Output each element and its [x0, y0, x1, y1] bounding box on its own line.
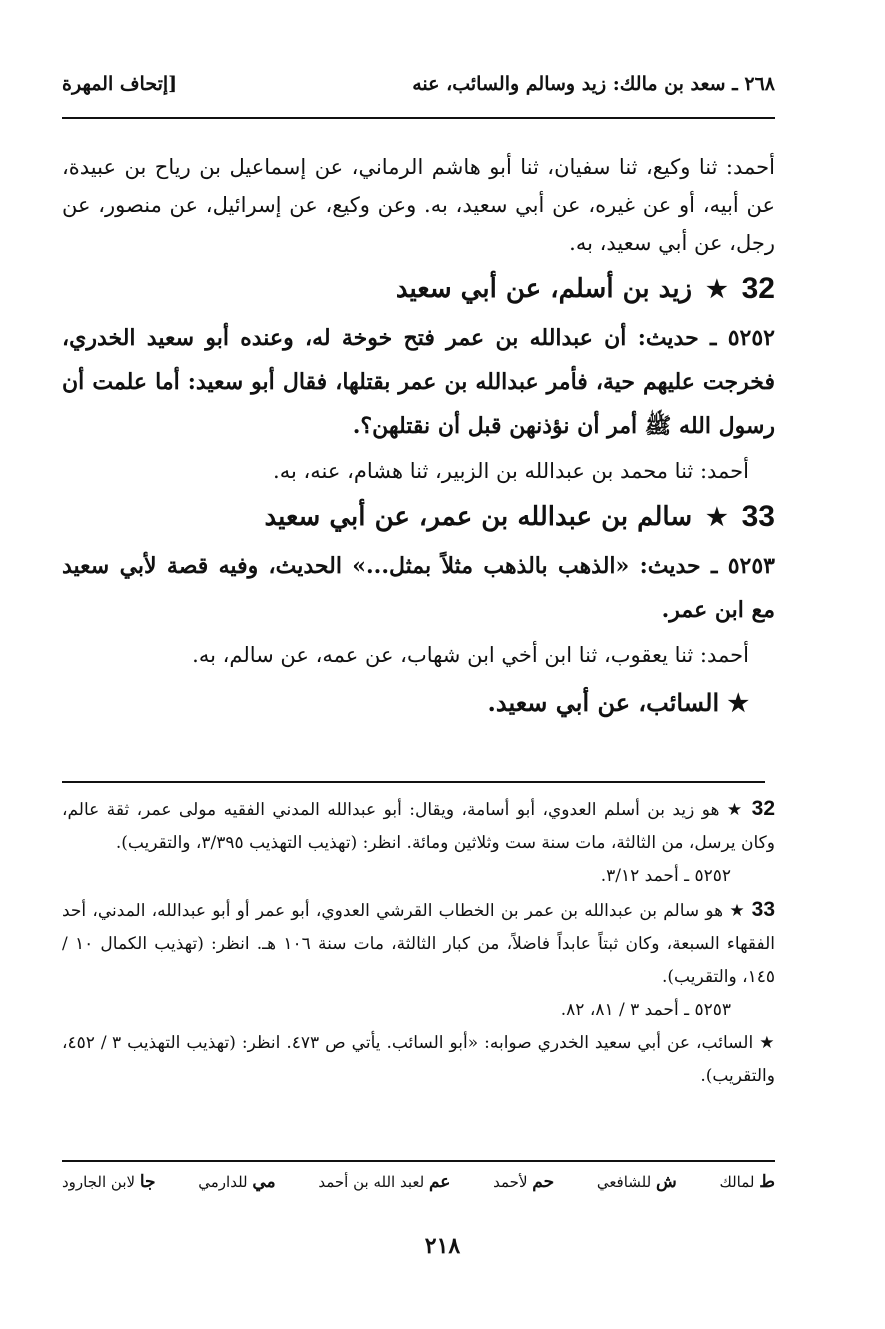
abbreviation-item: ط لمالك: [719, 1172, 775, 1192]
isnad-paragraph: أحمد: ثنا وكيع، ثنا سفيان، ثنا أبو هاشم الرماني، عن إسماعيل بن رياح بن عبيدة، عن أبيه، أو عن غيره، عن أبي سعيد، به. وعن وكيع، عن إسرائيل، عن منصور، عن رجل، عن أبي سعيد، به.: [62, 155, 775, 255]
footnote-ref-5253: ٥٢٥٣ ـ أحمد ٣ / ٨١، ٨٢.: [560, 1000, 731, 1020]
star-icon: ★: [726, 800, 745, 820]
section-title: السائب، عن أبي سعيد.: [487, 688, 720, 717]
section-number: 32: [741, 272, 775, 305]
abbreviation-item: مي للدارمي: [198, 1172, 276, 1192]
star-icon: ★: [706, 502, 728, 531]
section-heading-33: [62, 498, 775, 536]
footnote-33: [62, 893, 775, 994]
abbreviation-item: عم لعبد الله بن أحمد: [318, 1172, 451, 1192]
section-heading-star: [62, 684, 775, 722]
footnotes: [62, 792, 775, 1093]
footnote-divider: [62, 781, 765, 783]
hadith-5252: ٥٢٥٢ ـ حديث: أن عبدالله بن عمر فتح خوخة له، وعنده أبو سعيد الخدري، فخرجت عليهم حية، فأمر عبدالله بن عمر بقتلها، فقال أبو سعيد: أما علمت أن رسول الله ﷺ أمر أن نؤذنهن قبل أن نقتلهن؟.: [62, 325, 775, 439]
header-divider: [62, 117, 775, 119]
abbreviation-item: حم لأحمد: [493, 1172, 555, 1192]
section-title: سالم بن عبدالله بن عمر، عن أبي سعيد: [264, 502, 693, 532]
footnote-ref-5252: ٥٢٥٢ ـ أحمد ٣/١٢.: [600, 866, 731, 886]
sanad-5253: أحمد: ثنا يعقوب، ثنا ابن أخي ابن شهاب، عن عمه، عن سالم، به.: [192, 643, 749, 667]
star-icon: ★: [727, 688, 749, 717]
abbreviation-item: ش للشافعي: [596, 1172, 677, 1192]
footnote-number: 32: [751, 797, 775, 820]
section-heading-32: [62, 270, 775, 308]
abbreviation-item: جا لابن الجارود: [62, 1172, 156, 1192]
header-book-title: [إتحاف المهرة: [62, 73, 178, 95]
sanad-5252: أحمد: ثنا محمد بن عبدالله بن الزبير، ثنا هشام، عنه، به.: [273, 459, 749, 483]
running-header: [62, 66, 775, 102]
star-icon: ★: [706, 274, 728, 303]
footnote-text: السائب، عن أبي سعيد الخدري صوابه: «أبو السائب. يأتي ص ٤٧٣. انظر: (تهذيب التهذيب ٣ / ٤٥٢، والتقريب).: [62, 1033, 775, 1086]
hadith-5253: ٥٢٥٣ ـ حديث: «الذهب بالذهب مثلاً بمثل...» الحديث، وفيه قصة لأبي سعيد مع ابن عمر.: [62, 553, 775, 623]
header-chapter-title: ٢٦٨ ـ سعد بن مالك: زيد وسالم والسائب، عنه: [412, 73, 775, 95]
abbreviations-divider: [62, 1160, 775, 1162]
footnote-star: [62, 1027, 775, 1093]
footnote-text: هو سالم بن عبدالله بن عمر بن الخطاب القرشي العدوي، أبو عمر أو أبو عبدالله، المدني، أحد الفقهاء السبعة، وكان ثبتاً عابداً فاضلاً، من كبار الثالثة، مات سنة ١٠٦ هـ. انظر: (تهذيب الكمال ١٠ / ١٤٥، والتقريب).: [62, 901, 776, 987]
star-icon: ★: [729, 901, 746, 921]
abbreviations-legend: [62, 1172, 775, 1192]
star-icon: ★: [759, 1033, 776, 1053]
main-text: [62, 148, 775, 722]
section-title: زيد بن أسلم، عن أبي سعيد: [395, 274, 693, 304]
section-number: 33: [741, 500, 775, 533]
footnote-number: 33: [751, 898, 776, 921]
page-number: ٢١٨: [424, 1233, 461, 1259]
footnote-32: [62, 792, 775, 860]
footnote-text: هو زيد بن أسلم العدوي، أبو أسامة، ويقال: أبو عبدالله المدني الفقيه مولى عمر، ثقة عالم، وكان يرسل، من الثالثة، مات سنة ست وثلاثين ومائة. انظر: (تهذيب التهذيب ٣/٣٩٥، والتقريب).: [62, 800, 775, 853]
